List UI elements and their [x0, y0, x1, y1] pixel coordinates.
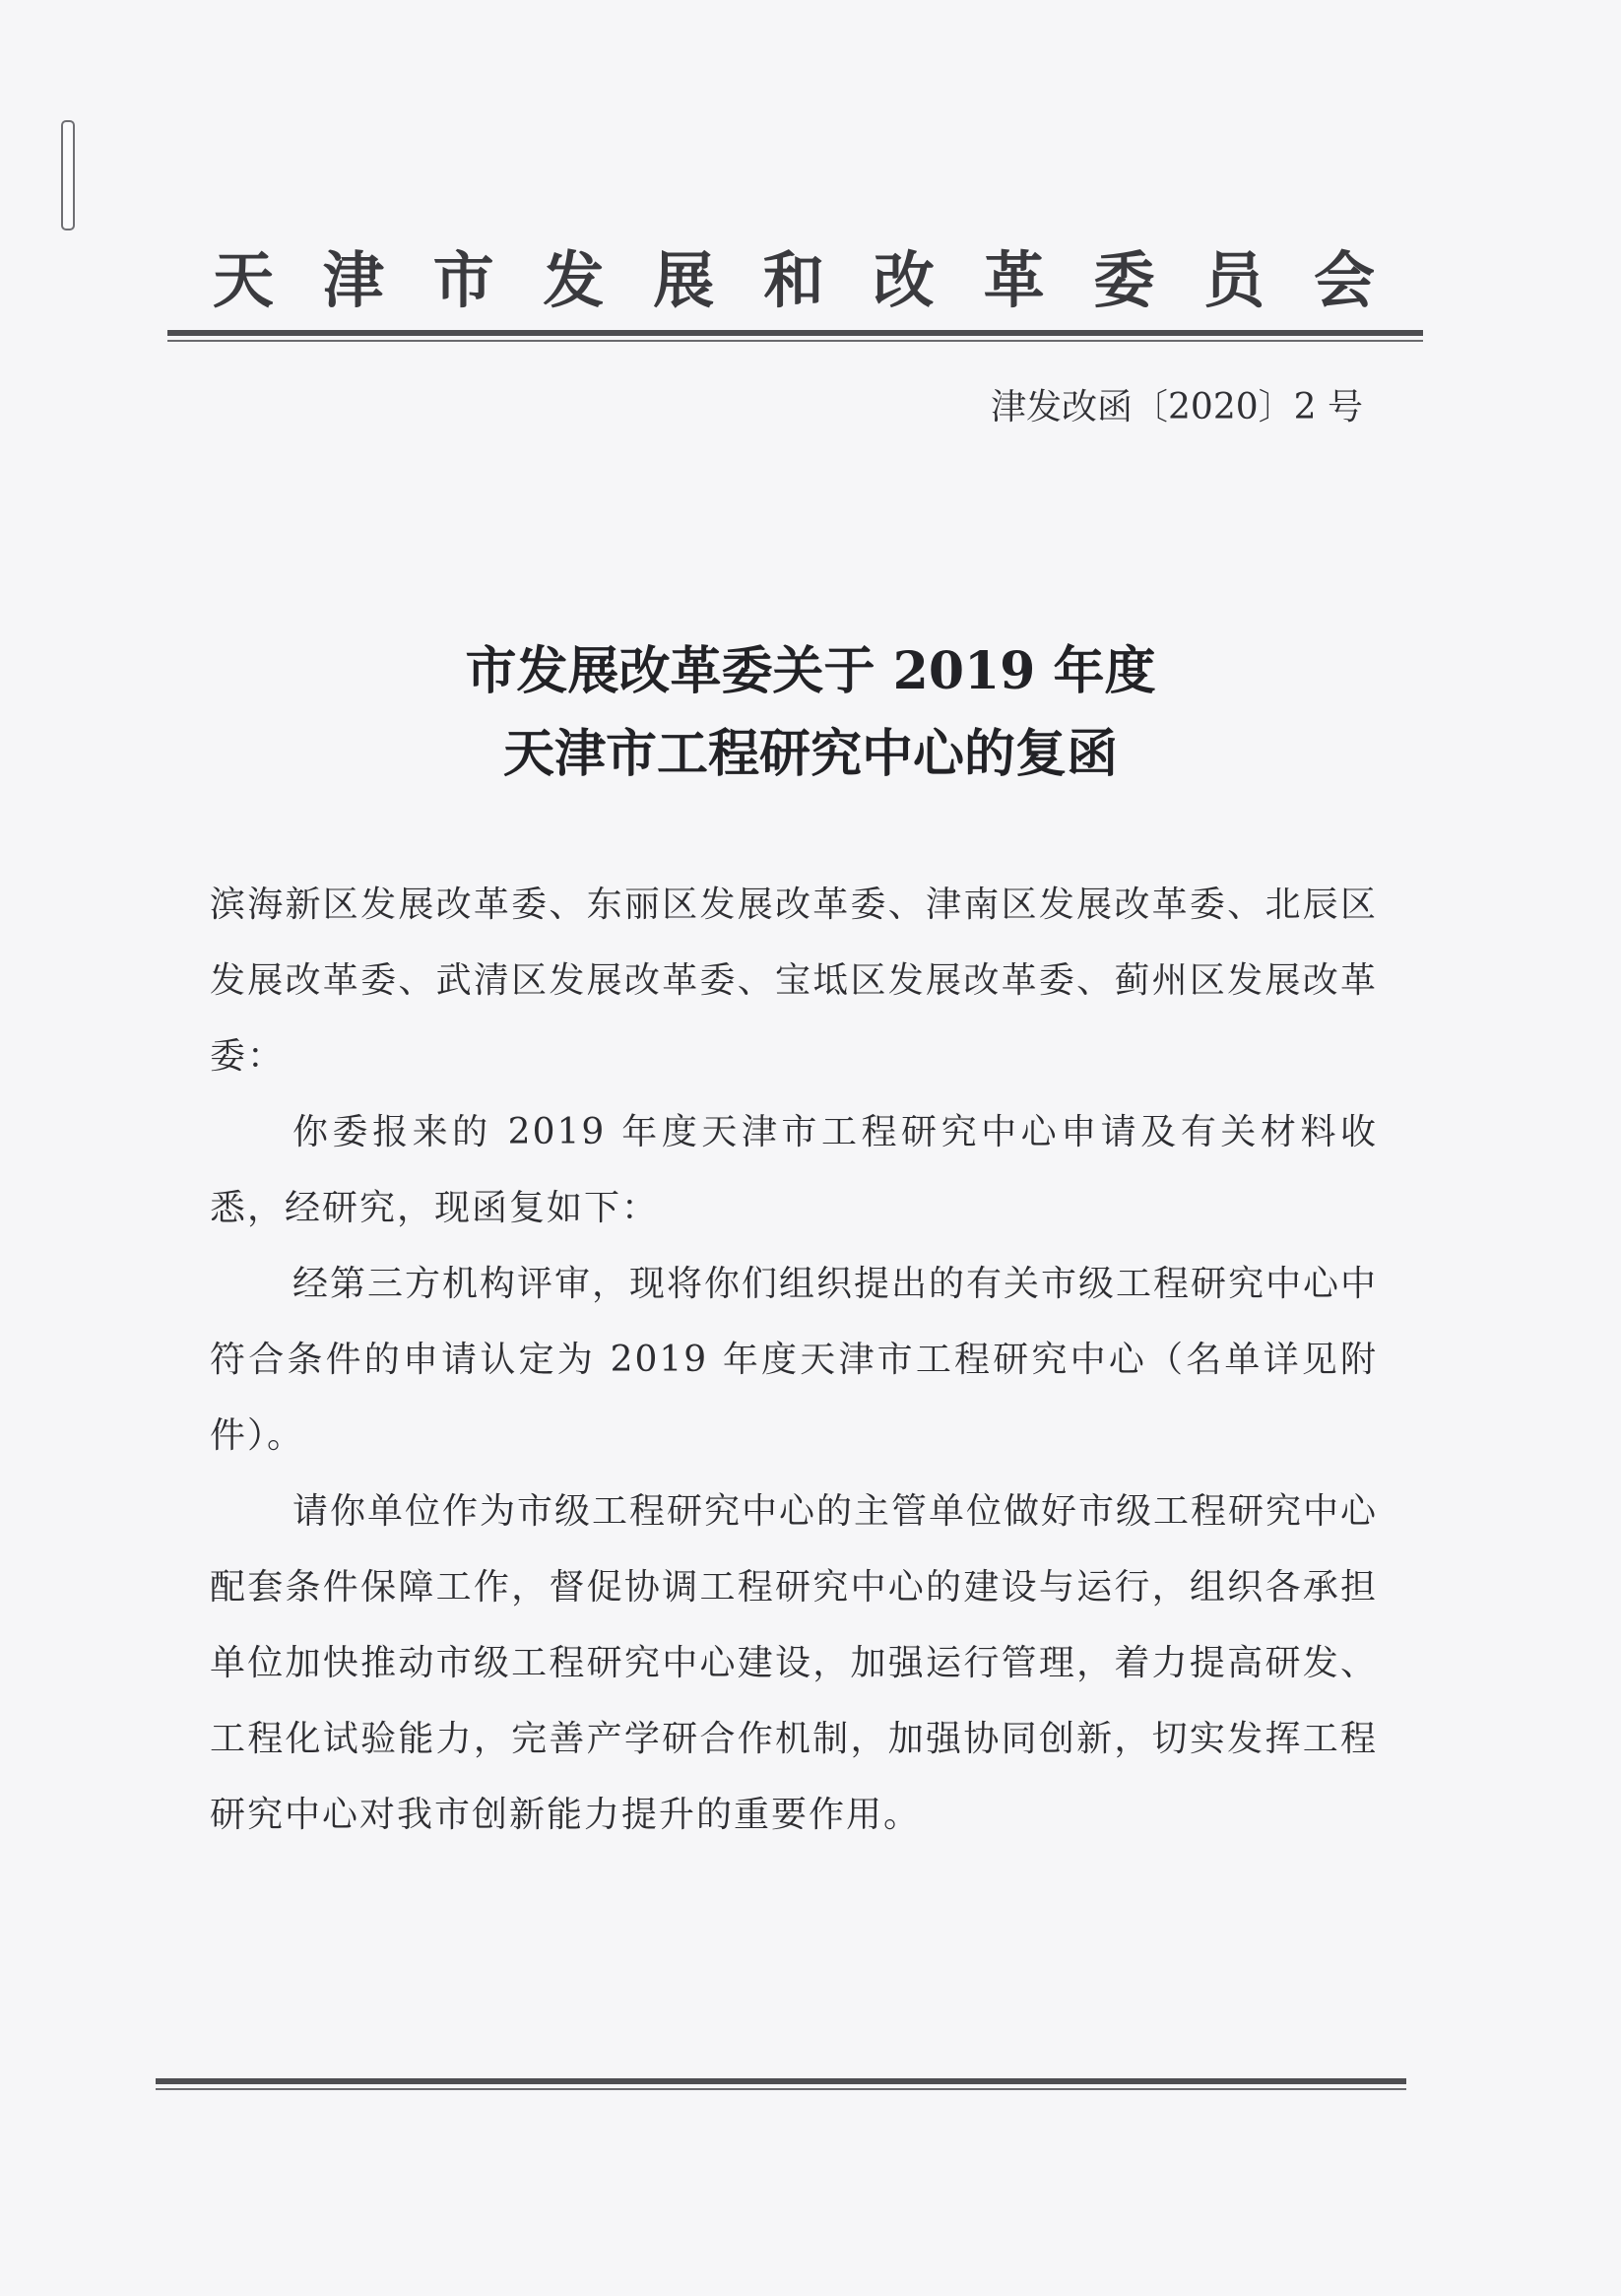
addressee-paragraph: 滨海新区发展改革委、东丽区发展改革委、津南区发展改革委、北辰区发展改革委、武清区发展改革委、宝坻区发展改革委、蓟州区发展改革委：: [210, 885, 1378, 1077]
body-paragraph-2: 经第三方机构评审，现将你们组织提出的有关市级工程研究中心中符合条件的申请认定为 2019 年度天津市工程研究中心（名单详见附件）。: [210, 1264, 1379, 1456]
org-title-char: 津: [322, 244, 384, 316]
binding-clip-mark: [61, 120, 75, 230]
document-title-line-1: 市发展改革委关于 2019 年度: [465, 641, 1156, 701]
document-body: [210, 867, 1378, 1853]
org-title-char: 天: [213, 244, 275, 316]
document-title: [0, 630, 1621, 796]
document-number: 津发改函〔2020〕2 号: [991, 387, 1363, 427]
body-paragraph-3: 请你单位作为市级工程研究中心的主管单位做好市级工程研究中心配套条件保障工作，督促协调工程研究中心的建设与运行，组织各承担单位加快推动市级工程研究中心建设，加强运行管理，着力提高研发、工程化试验能力，完善产学研合作机制，加强协同创新，切实发挥工程研究中心对我市创新能力提升的重要作用。: [210, 1491, 1379, 1835]
footer-divider-thin: [156, 2088, 1406, 2090]
org-title-char: 改: [873, 244, 935, 316]
org-title-char: 员: [1203, 244, 1265, 316]
org-title-char: 发: [543, 244, 605, 316]
org-title-char: 委: [1093, 244, 1155, 316]
issuing-organization-title: [213, 236, 1375, 325]
org-title-char: 市: [432, 244, 494, 316]
org-title-char: 会: [1313, 244, 1375, 316]
footer-divider-thick: [156, 2078, 1406, 2084]
org-title-char: 革: [983, 244, 1045, 316]
header-divider-thick: [167, 330, 1423, 336]
header-divider-thin: [167, 340, 1423, 342]
body-paragraph-1: 你委报来的 2019 年度天津市工程研究中心申请及有关材料收悉，经研究，现函复如下：: [210, 1112, 1378, 1228]
document-title-line-2: 天津市工程研究中心的复函: [502, 724, 1118, 784]
org-title-char: 和: [762, 244, 824, 316]
org-title-char: 展: [653, 244, 715, 316]
